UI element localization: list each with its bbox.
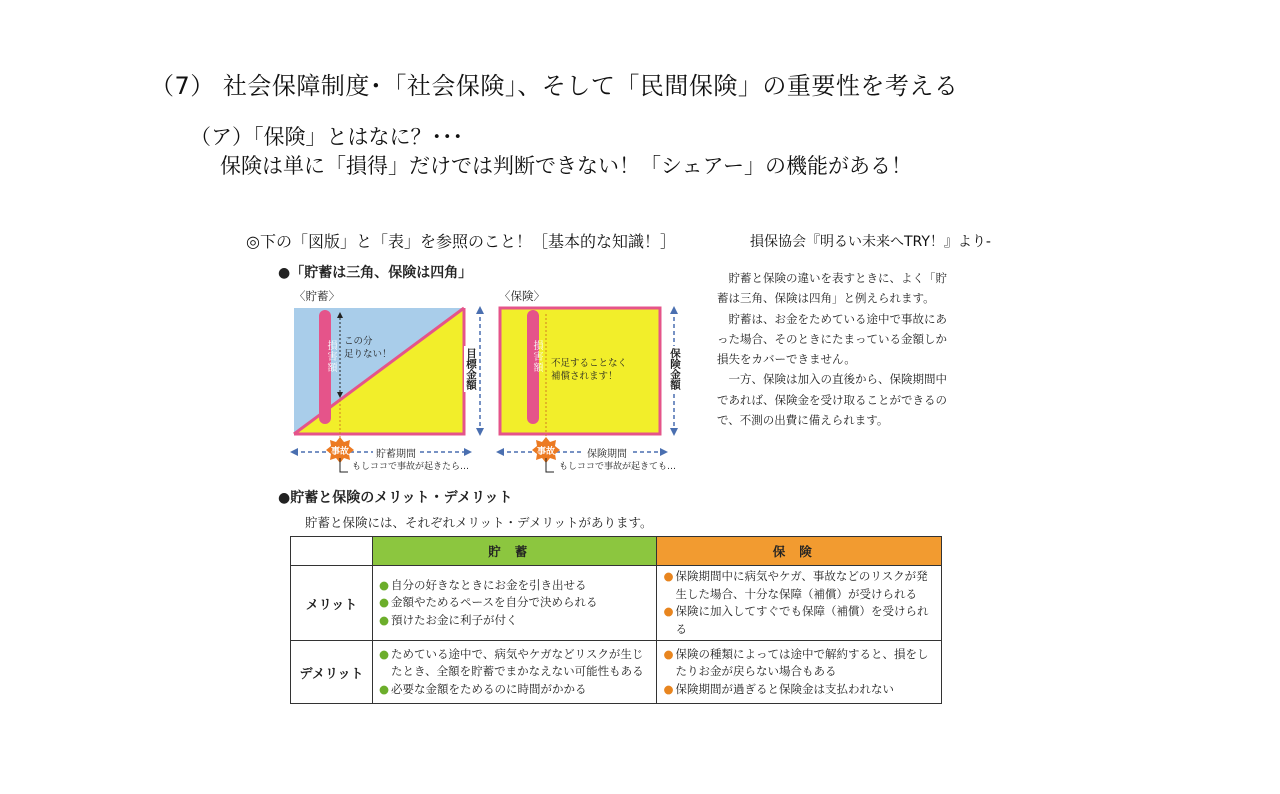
demerit-savings-cell: ● ためている途中で、病気やケガなどリスクが生じたとき、全額を貯蓄でまかなえない可能性もある ● 必要な金額をためるのに時間がかかる — [373, 641, 657, 704]
table-header-row — [291, 537, 942, 566]
insurance-label: 〈保険〉 — [499, 289, 545, 303]
savings-note: もしココで事故が起きたら… — [352, 462, 470, 472]
insurance-accident-label: 事故 — [537, 447, 556, 457]
savings-accident-label: 事故 — [331, 447, 350, 457]
covered-text: 不足することなく 補償されます！ — [551, 358, 628, 382]
savings-period-label: 貯蓄期間 — [373, 445, 419, 460]
subheading-detail: 保険は単に「損得」だけでは判断できない！「シェアー」の機能がある！ — [220, 154, 912, 178]
insurance-loss-label: 損害額 — [531, 340, 542, 373]
table-row — [291, 641, 942, 704]
merit-savings-cell: ● 自分の好きなときにお金を引き出せる ● 金額やためるペースを自分で決められる ● 預けたお金に利子が付く — [373, 566, 657, 641]
table-section-title: ●貯蓄と保険のメリット・デメリット — [278, 490, 513, 506]
merit-insurance-cell: ● 保険期間中に病気やケガ、事故などのリスクが発生した場合、十分な保障（補償）が受けられる ● 保険に加入してすぐでも保障（補償）を受けられる — [657, 566, 942, 641]
insurance-note: もしココで事故が起きても… — [559, 462, 677, 472]
reference-note: ◎下の「図版」と「表」を参照のこと！［基本的な知識！］ — [246, 232, 676, 251]
table-intro: 貯蓄と保険には、それぞれメリット・デメリットがあります。 — [305, 515, 653, 530]
row-header-demerit: デメリット — [291, 641, 373, 704]
table-row — [291, 566, 942, 641]
amount-label: 保険金額 — [669, 348, 681, 390]
subheading: （ア）「保険」とはなに？･･･ — [190, 125, 463, 149]
savings-loss-label: 損害額 — [325, 340, 336, 373]
header-blank — [291, 537, 373, 566]
header-savings: 貯蓄 — [373, 537, 657, 566]
page-title: （7） 社会保障制度･「社会保険」、そして「民間保険」の重要性を考える — [150, 72, 959, 100]
target-label: 目標金額 — [465, 348, 477, 390]
comparison-table — [290, 536, 942, 704]
header-insurance: 保険 — [657, 537, 942, 566]
shortfall-text: この分 足りない！ — [344, 336, 392, 360]
demerit-insurance-cell: ● 保険の種類によっては途中で解約すると、損をしたりお金が戻らない場合もある ● 保険期間が過ぎると保険金は支払われない — [657, 641, 942, 704]
figure-section-title: ●「貯蓄は三角、保険は四角」 — [278, 265, 473, 281]
insurance-period-label: 保険期間 — [584, 445, 630, 460]
figure-description: 貯蓄と保険の違いを表すときに、よく「貯蓄は三角、保険は四角」と例えられます。 貯蓄は、お金をためている途中で事故にあった場合、そのときにたまっている金額しか損失をカバーできません。 一方、保険は加入の直後から、保険期間中であれば、保険金を受け取ることができるので、不測の出費に備えられます。 — [717, 271, 947, 428]
reference-source: 損保協会『明るい未来へTRY！』より- — [750, 234, 991, 250]
row-header-merit: メリット — [291, 566, 373, 641]
savings-label: 〈貯蓄〉 — [294, 289, 340, 303]
